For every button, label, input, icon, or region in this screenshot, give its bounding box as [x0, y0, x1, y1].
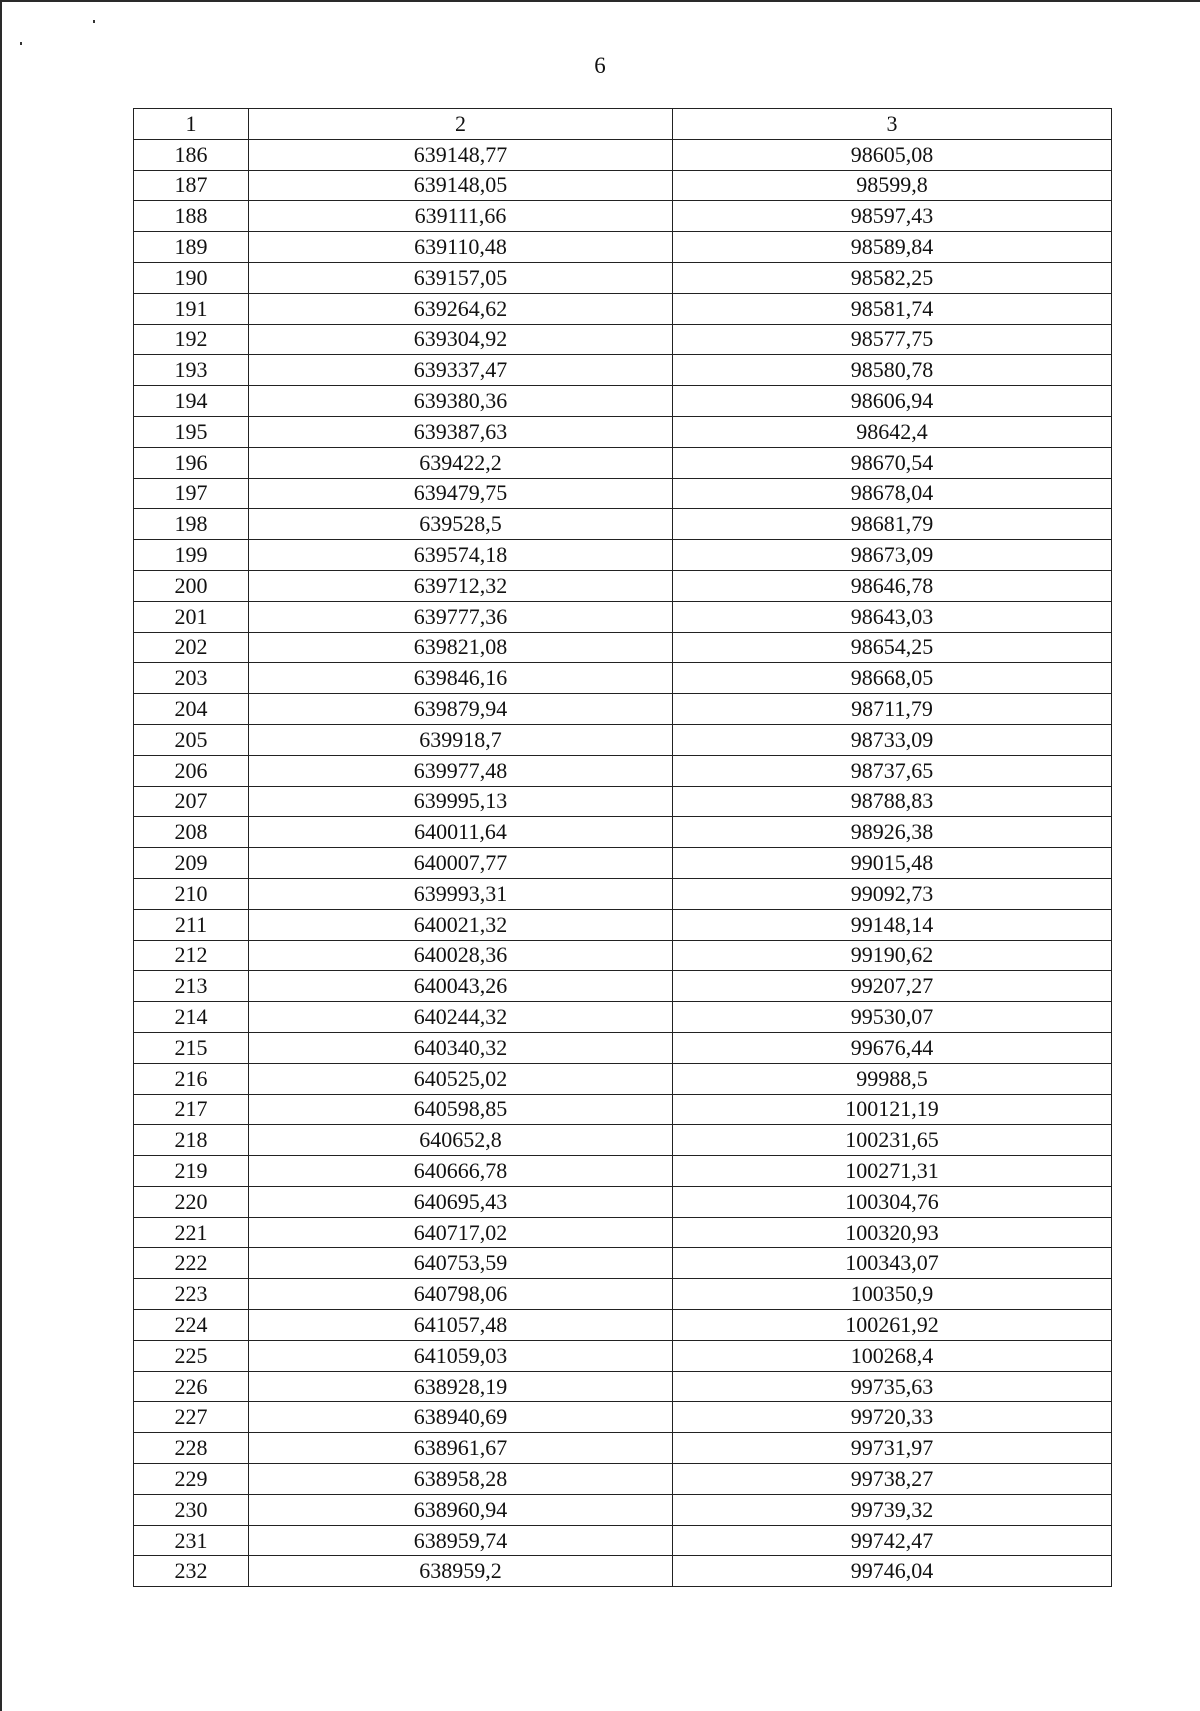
- x-coordinate-cell: 640798,06: [249, 1279, 673, 1310]
- x-coordinate-cell: 640666,78: [249, 1156, 673, 1187]
- point-number-cell: 201: [134, 601, 249, 632]
- point-number-cell: 222: [134, 1248, 249, 1279]
- y-coordinate-cell: 99092,73: [673, 878, 1112, 909]
- y-coordinate-cell: 98668,05: [673, 663, 1112, 694]
- point-number-cell: 229: [134, 1464, 249, 1495]
- header-cell-2: 2: [249, 109, 673, 140]
- table-row: [134, 1156, 1112, 1187]
- x-coordinate-cell: 639422,2: [249, 447, 673, 478]
- point-number-cell: 220: [134, 1186, 249, 1217]
- table-row: [134, 1433, 1112, 1464]
- x-coordinate-cell: 639111,66: [249, 201, 673, 232]
- point-number-cell: 198: [134, 509, 249, 540]
- table-row: [134, 293, 1112, 324]
- table-row: [134, 848, 1112, 879]
- y-coordinate-cell: 99988,5: [673, 1063, 1112, 1094]
- x-coordinate-cell: 639148,77: [249, 139, 673, 170]
- x-coordinate-cell: 640525,02: [249, 1063, 673, 1094]
- coordinates-table: [133, 108, 1112, 1587]
- table-row: [134, 262, 1112, 293]
- y-coordinate-cell: 98654,25: [673, 632, 1112, 663]
- x-coordinate-cell: 639387,63: [249, 416, 673, 447]
- x-coordinate-cell: 639879,94: [249, 694, 673, 725]
- table-row: [134, 478, 1112, 509]
- x-coordinate-cell: 639528,5: [249, 509, 673, 540]
- table-row: [134, 786, 1112, 817]
- y-coordinate-cell: 98580,78: [673, 355, 1112, 386]
- table-row: [134, 1032, 1112, 1063]
- point-number-cell: 210: [134, 878, 249, 909]
- x-coordinate-cell: 640695,43: [249, 1186, 673, 1217]
- table-row: [134, 570, 1112, 601]
- x-coordinate-cell: 639337,47: [249, 355, 673, 386]
- point-number-cell: 195: [134, 416, 249, 447]
- y-coordinate-cell: 98926,38: [673, 817, 1112, 848]
- x-coordinate-cell: 638961,67: [249, 1433, 673, 1464]
- y-coordinate-cell: 98582,25: [673, 262, 1112, 293]
- x-coordinate-cell: 640028,36: [249, 940, 673, 971]
- point-number-cell: 209: [134, 848, 249, 879]
- table-row: [134, 540, 1112, 571]
- y-coordinate-cell: 100261,92: [673, 1310, 1112, 1341]
- point-number-cell: 205: [134, 724, 249, 755]
- table-row: [134, 1402, 1112, 1433]
- point-number-cell: 230: [134, 1494, 249, 1525]
- point-number-cell: 228: [134, 1433, 249, 1464]
- point-number-cell: 232: [134, 1556, 249, 1587]
- y-coordinate-cell: 99676,44: [673, 1032, 1112, 1063]
- table-row: [134, 1556, 1112, 1587]
- table-row: [134, 1186, 1112, 1217]
- table-row: [134, 1002, 1112, 1033]
- page-number: 6: [594, 53, 606, 78]
- point-number-cell: 225: [134, 1340, 249, 1371]
- point-number-cell: 211: [134, 909, 249, 940]
- y-coordinate-cell: 98673,09: [673, 540, 1112, 571]
- point-number-cell: 216: [134, 1063, 249, 1094]
- y-coordinate-cell: 99731,97: [673, 1433, 1112, 1464]
- x-coordinate-cell: 640598,85: [249, 1094, 673, 1125]
- table-row: [134, 1371, 1112, 1402]
- point-number-cell: 186: [134, 139, 249, 170]
- x-coordinate-cell: 640340,32: [249, 1032, 673, 1063]
- table-row: [134, 139, 1112, 170]
- table-row: [134, 201, 1112, 232]
- table-row: [134, 663, 1112, 694]
- x-coordinate-cell: 639993,31: [249, 878, 673, 909]
- table-row: [134, 755, 1112, 786]
- x-coordinate-cell: 640043,26: [249, 971, 673, 1002]
- x-coordinate-cell: 640011,64: [249, 817, 673, 848]
- y-coordinate-cell: 100268,4: [673, 1340, 1112, 1371]
- x-coordinate-cell: 639264,62: [249, 293, 673, 324]
- y-coordinate-cell: 99190,62: [673, 940, 1112, 971]
- y-coordinate-cell: 99148,14: [673, 909, 1112, 940]
- y-coordinate-cell: 100121,19: [673, 1094, 1112, 1125]
- point-number-cell: 199: [134, 540, 249, 571]
- point-number-cell: 221: [134, 1217, 249, 1248]
- point-number-cell: 215: [134, 1032, 249, 1063]
- y-coordinate-cell: 98589,84: [673, 232, 1112, 263]
- point-number-cell: 224: [134, 1310, 249, 1341]
- x-coordinate-cell: 639380,36: [249, 386, 673, 417]
- point-number-cell: 204: [134, 694, 249, 725]
- point-number-cell: 206: [134, 755, 249, 786]
- x-coordinate-cell: 639846,16: [249, 663, 673, 694]
- x-coordinate-cell: 639918,7: [249, 724, 673, 755]
- table-row: [134, 1310, 1112, 1341]
- point-number-cell: 188: [134, 201, 249, 232]
- table-row: [134, 878, 1112, 909]
- table-row: [134, 909, 1112, 940]
- x-coordinate-cell: 638958,28: [249, 1464, 673, 1495]
- y-coordinate-cell: 100350,9: [673, 1279, 1112, 1310]
- y-coordinate-cell: 100343,07: [673, 1248, 1112, 1279]
- y-coordinate-cell: 99746,04: [673, 1556, 1112, 1587]
- header-cell-3: 3: [673, 109, 1112, 140]
- point-number-cell: 218: [134, 1125, 249, 1156]
- x-coordinate-cell: 640753,59: [249, 1248, 673, 1279]
- table-row: [134, 232, 1112, 263]
- point-number-cell: 202: [134, 632, 249, 663]
- x-coordinate-cell: 639777,36: [249, 601, 673, 632]
- point-number-cell: 193: [134, 355, 249, 386]
- table-row: [134, 694, 1112, 725]
- x-coordinate-cell: 639479,75: [249, 478, 673, 509]
- table-row: [134, 386, 1112, 417]
- y-coordinate-cell: 98670,54: [673, 447, 1112, 478]
- table-row: [134, 170, 1112, 201]
- table-row: [134, 1217, 1112, 1248]
- y-coordinate-cell: 98599,8: [673, 170, 1112, 201]
- table-row: [134, 509, 1112, 540]
- point-number-cell: 192: [134, 324, 249, 355]
- y-coordinate-cell: 98733,09: [673, 724, 1112, 755]
- table-row: [134, 940, 1112, 971]
- y-coordinate-cell: 98606,94: [673, 386, 1112, 417]
- x-coordinate-cell: 639712,32: [249, 570, 673, 601]
- point-number-cell: 231: [134, 1525, 249, 1556]
- y-coordinate-cell: 98597,43: [673, 201, 1112, 232]
- point-number-cell: 227: [134, 1402, 249, 1433]
- x-coordinate-cell: 639821,08: [249, 632, 673, 663]
- table-row: [134, 601, 1112, 632]
- y-coordinate-cell: 99735,63: [673, 1371, 1112, 1402]
- x-coordinate-cell: 638928,19: [249, 1371, 673, 1402]
- table-row: [134, 1340, 1112, 1371]
- table-header-row: [134, 109, 1112, 140]
- table-row: [134, 1248, 1112, 1279]
- y-coordinate-cell: 100320,93: [673, 1217, 1112, 1248]
- x-coordinate-cell: 640021,32: [249, 909, 673, 940]
- table-row: [134, 1464, 1112, 1495]
- y-coordinate-cell: 100271,31: [673, 1156, 1112, 1187]
- x-coordinate-cell: 639574,18: [249, 540, 673, 571]
- y-coordinate-cell: 99207,27: [673, 971, 1112, 1002]
- point-number-cell: 190: [134, 262, 249, 293]
- x-coordinate-cell: 639110,48: [249, 232, 673, 263]
- x-coordinate-cell: 638960,94: [249, 1494, 673, 1525]
- point-number-cell: 226: [134, 1371, 249, 1402]
- y-coordinate-cell: 98642,4: [673, 416, 1112, 447]
- point-number-cell: 194: [134, 386, 249, 417]
- y-coordinate-cell: 100231,65: [673, 1125, 1112, 1156]
- y-coordinate-cell: 99015,48: [673, 848, 1112, 879]
- y-coordinate-cell: 98643,03: [673, 601, 1112, 632]
- point-number-cell: 213: [134, 971, 249, 1002]
- y-coordinate-cell: 99720,33: [673, 1402, 1112, 1433]
- point-number-cell: 223: [134, 1279, 249, 1310]
- table-row: [134, 632, 1112, 663]
- table-body: [134, 139, 1112, 1586]
- y-coordinate-cell: 98678,04: [673, 478, 1112, 509]
- x-coordinate-cell: 640717,02: [249, 1217, 673, 1248]
- point-number-cell: 197: [134, 478, 249, 509]
- x-coordinate-cell: 638940,69: [249, 1402, 673, 1433]
- scan-speck: [93, 20, 95, 23]
- table-row: [134, 1063, 1112, 1094]
- point-number-cell: 189: [134, 232, 249, 263]
- y-coordinate-cell: 98711,79: [673, 694, 1112, 725]
- x-coordinate-cell: 639995,13: [249, 786, 673, 817]
- table-row: [134, 416, 1112, 447]
- point-number-cell: 207: [134, 786, 249, 817]
- table-row: [134, 724, 1112, 755]
- x-coordinate-cell: 640652,8: [249, 1125, 673, 1156]
- x-coordinate-cell: 639977,48: [249, 755, 673, 786]
- table-row: [134, 1094, 1112, 1125]
- point-number-cell: 208: [134, 817, 249, 848]
- y-coordinate-cell: 98646,78: [673, 570, 1112, 601]
- point-number-cell: 203: [134, 663, 249, 694]
- y-coordinate-cell: 99739,32: [673, 1494, 1112, 1525]
- point-number-cell: 187: [134, 170, 249, 201]
- table-row: [134, 1494, 1112, 1525]
- point-number-cell: 217: [134, 1094, 249, 1125]
- y-coordinate-cell: 99530,07: [673, 1002, 1112, 1033]
- point-number-cell: 200: [134, 570, 249, 601]
- y-coordinate-cell: 98605,08: [673, 139, 1112, 170]
- point-number-cell: 219: [134, 1156, 249, 1187]
- y-coordinate-cell: 98788,83: [673, 786, 1112, 817]
- y-coordinate-cell: 99738,27: [673, 1464, 1112, 1495]
- x-coordinate-cell: 639157,05: [249, 262, 673, 293]
- point-number-cell: 212: [134, 940, 249, 971]
- table-row: [134, 971, 1112, 1002]
- header-cell-1: 1: [134, 109, 249, 140]
- y-coordinate-cell: 98737,65: [673, 755, 1112, 786]
- x-coordinate-cell: 640244,32: [249, 1002, 673, 1033]
- x-coordinate-cell: 638959,2: [249, 1556, 673, 1587]
- scan-edge-top: [0, 0, 1200, 2]
- scan-edge-left: [0, 0, 2, 1711]
- table-row: [134, 1279, 1112, 1310]
- y-coordinate-cell: 99742,47: [673, 1525, 1112, 1556]
- x-coordinate-cell: 639304,92: [249, 324, 673, 355]
- y-coordinate-cell: 100304,76: [673, 1186, 1112, 1217]
- table-row: [134, 1525, 1112, 1556]
- table-row: [134, 355, 1112, 386]
- table-row: [134, 1125, 1112, 1156]
- x-coordinate-cell: 639148,05: [249, 170, 673, 201]
- point-number-cell: 196: [134, 447, 249, 478]
- x-coordinate-cell: 641059,03: [249, 1340, 673, 1371]
- x-coordinate-cell: 641057,48: [249, 1310, 673, 1341]
- y-coordinate-cell: 98681,79: [673, 509, 1112, 540]
- point-number-cell: 191: [134, 293, 249, 324]
- y-coordinate-cell: 98581,74: [673, 293, 1112, 324]
- table-row: [134, 324, 1112, 355]
- table-row: [134, 817, 1112, 848]
- table-row: [134, 447, 1112, 478]
- y-coordinate-cell: 98577,75: [673, 324, 1112, 355]
- scan-speck: [20, 42, 22, 45]
- x-coordinate-cell: 640007,77: [249, 848, 673, 879]
- x-coordinate-cell: 638959,74: [249, 1525, 673, 1556]
- point-number-cell: 214: [134, 1002, 249, 1033]
